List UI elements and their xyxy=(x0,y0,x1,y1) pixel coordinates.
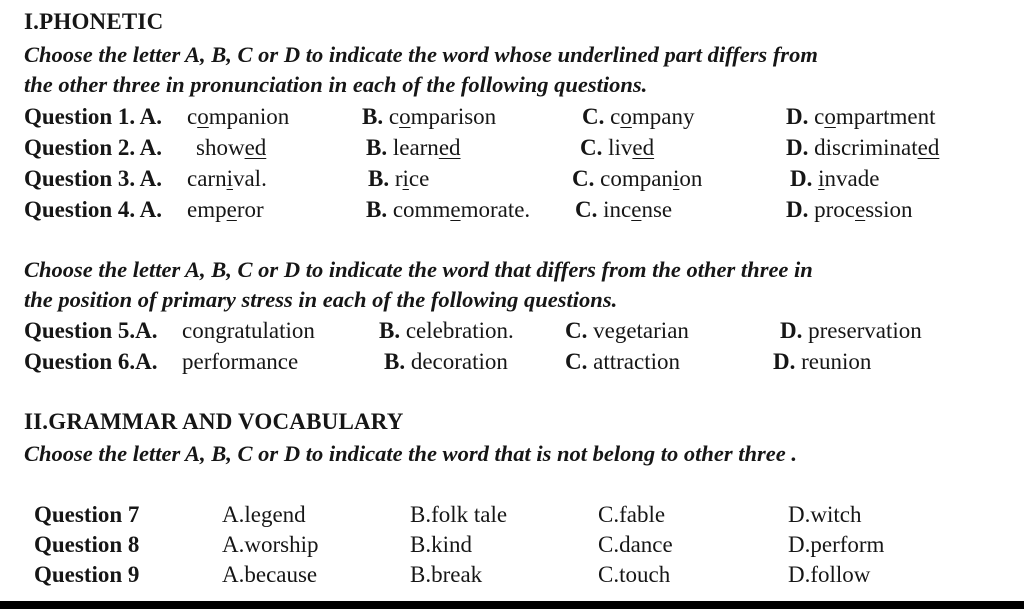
option-d[interactable]: D. preservation xyxy=(780,318,922,343)
underlined-part: i xyxy=(402,166,409,191)
option-c[interactable]: C.fable xyxy=(598,502,666,527)
question-row-3 xyxy=(24,164,1004,194)
option-a[interactable]: carnival. xyxy=(187,166,267,191)
question-label: Question 8 xyxy=(34,532,140,557)
question-row-1 xyxy=(24,102,1004,132)
instruction-stress-line-2: the position of primary stress in each of the following questions. xyxy=(24,287,618,312)
instruction-pronunciation-line-1: Choose the letter A, B, C or D to indicate the word whose underlined part differs from xyxy=(24,42,818,67)
option-a[interactable]: A.legend xyxy=(222,502,306,527)
option-b[interactable]: B. comparison xyxy=(362,104,497,129)
option-b[interactable]: B. rice xyxy=(368,166,430,191)
option-a[interactable]: A.worship xyxy=(222,532,319,557)
option-b[interactable]: B. celebration. xyxy=(379,318,514,343)
question-row-8 xyxy=(34,530,994,560)
option-a[interactable]: companion xyxy=(187,104,290,129)
underlined-part: ed xyxy=(438,135,461,160)
instruction-pronunciation-line-2: the other three in pronunciation in each of the following questions. xyxy=(24,72,648,97)
option-c[interactable]: C. vegetarian xyxy=(565,318,689,343)
underlined-part: o xyxy=(824,104,836,129)
underlined-part: i xyxy=(672,166,680,191)
underlined-part: e xyxy=(631,197,642,222)
option-a[interactable]: showed xyxy=(196,135,267,160)
question-label: Question 2. A. xyxy=(24,135,163,160)
option-c[interactable]: C. companion xyxy=(572,166,703,191)
option-b[interactable]: B. commemorate. xyxy=(366,197,531,222)
underlined-part: ed xyxy=(632,135,655,160)
option-c[interactable]: C. incense xyxy=(575,197,673,222)
section-heading-phonetic: I.PHONETIC xyxy=(24,9,164,34)
underlined-part: e xyxy=(450,197,461,222)
underlined-part: ed xyxy=(244,135,267,160)
option-d[interactable]: D. procession xyxy=(786,197,913,222)
question-label: Question 7 xyxy=(34,502,140,527)
option-c[interactable]: C. company xyxy=(582,104,695,129)
option-b[interactable]: B. learned xyxy=(366,135,461,160)
underlined-part: ed xyxy=(917,135,940,160)
option-a[interactable]: emperor xyxy=(187,197,264,222)
underlined-part: o xyxy=(399,104,411,129)
section-heading-grammar: II.GRAMMAR AND VOCABULARY xyxy=(24,409,404,434)
question-row-2 xyxy=(24,133,1004,163)
question-row-6 xyxy=(24,347,1004,377)
underlined-part: o xyxy=(197,104,209,129)
option-d[interactable]: D.witch xyxy=(788,502,862,527)
option-d[interactable]: D. compartment xyxy=(786,104,936,129)
question-label: Question 5.A. xyxy=(24,318,158,343)
question-row-5 xyxy=(24,316,1004,346)
option-a[interactable]: A.because xyxy=(222,562,318,587)
underlined-part: o xyxy=(620,104,632,129)
option-c[interactable]: C. attraction xyxy=(565,349,680,374)
option-b[interactable]: B. decoration xyxy=(384,349,508,374)
option-b[interactable]: B.break xyxy=(410,562,483,587)
underlined-part: e xyxy=(226,197,237,222)
underlined-part: i xyxy=(818,166,825,191)
option-b[interactable]: B.kind xyxy=(410,532,472,557)
option-d[interactable]: D. invade xyxy=(790,166,880,191)
option-a[interactable]: congratulation xyxy=(182,318,315,343)
option-d[interactable]: D. discriminated xyxy=(786,135,940,160)
option-d[interactable]: D.follow xyxy=(788,562,871,587)
option-d[interactable]: D.perform xyxy=(788,532,885,557)
question-label: Question 9 xyxy=(34,562,140,587)
instruction-stress-line-1: Choose the letter A, B, C or D to indicate the word that differs from the other three in xyxy=(24,257,813,282)
question-row-9 xyxy=(34,560,994,590)
question-row-7 xyxy=(34,500,994,530)
question-label: Question 3. A. xyxy=(24,166,163,191)
underlined-part: e xyxy=(855,197,866,222)
option-b[interactable]: B.folk tale xyxy=(410,502,508,527)
underlined-part: i xyxy=(226,166,233,191)
question-row-4 xyxy=(24,195,1004,225)
bottom-border-bar xyxy=(0,601,1024,609)
option-d[interactable]: D. reunion xyxy=(773,349,872,374)
question-label: Question 4. A. xyxy=(24,197,163,222)
option-a[interactable]: performance xyxy=(182,349,299,374)
option-c[interactable]: C.dance xyxy=(598,532,673,557)
option-c[interactable]: C.touch xyxy=(598,562,671,587)
instruction-odd-one-out: Choose the letter A, B, C or D to indicate the word that is not belong to other three . xyxy=(24,441,797,466)
option-c[interactable]: C. lived xyxy=(580,135,655,160)
question-label: Question 1. A. xyxy=(24,104,163,129)
question-label: Question 6.A. xyxy=(24,349,158,374)
